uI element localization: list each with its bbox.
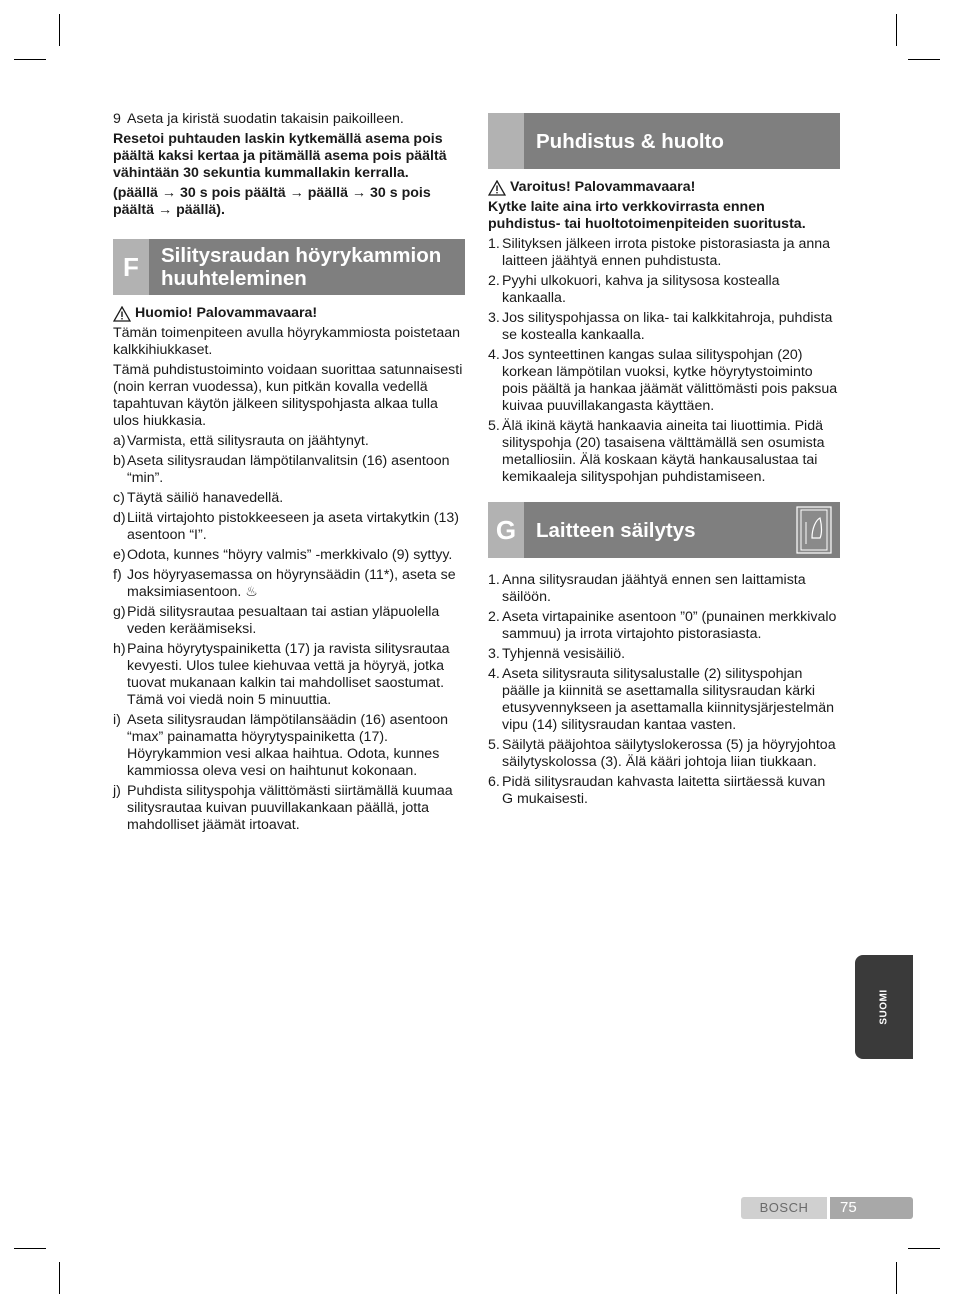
step-text: Aseta ja kiristä suodatin takaisin paikoilleen. [127, 111, 404, 127]
list-item [113, 712, 465, 780]
section-title: Puhdistus & huolto [536, 129, 724, 153]
list-item [113, 510, 465, 544]
item-number: 4. [488, 666, 500, 682]
item-text: Aseta silitysrauta silitysalustalle (2) silityspohjan päälle ja kiinnitä se asettamalla silitysraudan kärki etusyvennykseen ja asettamalla kiinnitysjärjestelmän vipu (14) silitysraudan kantaa vasten. [502, 666, 834, 733]
crop-mark [59, 14, 60, 46]
step-number: 9 [113, 111, 121, 127]
item-number: 2. [488, 609, 500, 625]
crop-mark [908, 1248, 940, 1249]
item-number: 1. [488, 572, 500, 588]
page-footer [741, 1197, 913, 1219]
section-letter: G [488, 502, 524, 558]
item-label: g) [113, 604, 126, 620]
section-letter: F [113, 239, 149, 295]
language-label: SUOMI [878, 989, 890, 1025]
section-tab [488, 113, 524, 169]
list-item [113, 433, 465, 450]
item-label: h) [113, 641, 126, 657]
list-item [113, 641, 465, 709]
left-column [113, 111, 465, 837]
item-number: 1. [488, 236, 500, 252]
item-number: 3. [488, 646, 500, 662]
item-label: j) [113, 783, 121, 799]
item-text: Aseta silitysraudan lämpötilansäädin (16) asentoon “max” painamatta höyrytyspainiketta (17). Höyrykammion vesi alkaa haihtua. Odota, kunnes kammiossa oleva vesi on haihtunut kokonaan. [127, 712, 448, 779]
list-item [113, 567, 465, 601]
section-title: Laitteen säilytys [536, 518, 696, 542]
item-number: 6. [488, 774, 500, 790]
list-item [488, 774, 840, 808]
crop-mark [59, 1262, 60, 1294]
item-label: d) [113, 510, 126, 526]
list-item [113, 783, 465, 834]
item-text: Anna silitysraudan jäähtyä ennen sen laittamista säilöön. [502, 572, 806, 605]
list-item [488, 418, 840, 486]
item-text: Aseta silitysraudan lämpötilanvalitsin (16) asentoon “min”. [127, 453, 450, 486]
item-text: Aseta virtapainike asentoon ”0” (punainen merkkivalo sammuu) ja irrota virtajohto pistorasiasta. [502, 609, 837, 642]
section-clean-header [488, 113, 840, 169]
list-item [113, 490, 465, 507]
item-text: Jos synteettinen kangas sulaa silityspohjan (20) korkean lämpötilan vuoksi, kytke höyrytystoiminto pois päältä ja hankaa jäämät välittömästi pois paksua kuivaa puuvillakangasta käyttäen. [502, 347, 838, 414]
list-item [488, 572, 840, 606]
language-tab [855, 955, 913, 1059]
list-item [488, 310, 840, 344]
brand-label: BOSCH [741, 1197, 827, 1219]
item-number: 3. [488, 310, 500, 326]
power-off-note: Kytke laite aina irto verkkovirrasta ennen puhdistus- tai huoltotoimenpiteiden suoritusta. [488, 199, 806, 232]
item-label: e) [113, 547, 126, 563]
item-text: Pidä silitysrautaa pesualtaan tai astian yläpuolella veden keräämiseksi. [127, 604, 440, 637]
crop-mark [14, 1248, 46, 1249]
right-column [488, 113, 840, 811]
warning-triangle-icon [488, 180, 506, 196]
list-item [488, 666, 840, 734]
reset-sequence: (päällä → 30 s pois päältä → päällä → 30 s pois päältä → päällä). [113, 185, 431, 218]
item-number: 5. [488, 737, 500, 753]
section-title: Silitysraudan höyrykammion huuhteleminen [161, 244, 442, 290]
item-text: Säilytä pääjohtoa säilytyslokerossa (5) ja höyryjohtoa säilytyskolossa (3). Älä kääri johtoja liian tiukkaan. [502, 737, 836, 770]
warning-line [488, 179, 840, 196]
intro-paragraph-1: Tämän toimenpiteen avulla höyrykammiosta poistetaan kalkkihiukkaset. [113, 325, 460, 358]
intro-paragraph-2: Tämä puhdistustoiminto voidaan suorittaa satunnaisesti (noin kerran vuodessa), kun pitkän kovalla vedellä tapahtuvan käytön jälkeen silityspohjasta alkaa tulla ulos hiukkasia. [113, 362, 463, 429]
crop-mark [908, 59, 940, 60]
item-label: i) [113, 712, 121, 728]
item-text: Odota, kunnes “höyry valmis” -merkkivalo (9) syttyy. [127, 547, 453, 563]
item-text: Pidä silitysraudan kahvasta laitetta siirtäessä kuvan G mukaisesti. [502, 774, 826, 807]
item-text: Silityksen jälkeen irrota pistoke pistorasiasta ja anna laitteen jäähtyä ennen puhdistusta. [502, 236, 831, 269]
item-text: Paina höyrytyspainiketta (17) ja ravista silitysrautaa kevyesti. Ulos tulee kiehuvaa vettä ja höyryä, jotka tuovat mukanaan kalkin tai mahdolliset saostumat. Tämä voi viedä noin 5 minuuttia. [127, 641, 450, 708]
list-item [113, 453, 465, 487]
storage-steps-list [488, 572, 840, 808]
cleaning-steps-list [488, 236, 840, 486]
rinse-steps-list [113, 433, 465, 834]
crop-mark [896, 1262, 897, 1294]
item-text: Jos silityspohjassa on lika- tai kalkkitahroja, puhdista se kostealla kankaalla. [502, 310, 833, 343]
item-text: Jos höyryasemassa on höyrynsäädin (11*), aseta se maksimiasentoon. ♨ [127, 567, 456, 600]
item-text: Varmista, että silitysrauta on jäähtynyt. [127, 433, 369, 449]
item-text: Älä ikinä käytä hankaavia aineita tai liuottimia. Pidä silityspohja (20) tasaisena välttämällä sen osumista metalliosiin. Älä koskaan käytä hankausalustaa tai kemikaaleja silityspohjan puhdistamiseen. [502, 418, 825, 485]
list-item [488, 347, 840, 415]
item-number: 2. [488, 273, 500, 289]
storage-iron-icon [792, 504, 838, 556]
item-label: a) [113, 433, 126, 449]
list-item [488, 737, 840, 771]
list-item [113, 604, 465, 638]
list-item [488, 609, 840, 643]
crop-mark [14, 59, 46, 60]
page-number: 75 [830, 1197, 913, 1219]
warning-text: Varoitus! Palovammavaara! [510, 179, 696, 195]
warning-text: Huomio! Palovammavaara! [135, 305, 318, 321]
section-f-header [113, 239, 465, 295]
step-9 [113, 111, 465, 128]
warning-line [113, 305, 465, 322]
item-label: c) [113, 490, 125, 506]
reset-instruction: Resetoi puhtauden laskin kytkemällä asema pois päältä kaksi kertaa ja pitämällä asema pois päältä vähintään 30 sekuntia kummallakin kerralla. [113, 131, 447, 181]
list-item [488, 646, 840, 663]
item-text: Liitä virtajohto pistokkeeseen ja aseta virtakytkin (13) asentoon “I”. [127, 510, 459, 543]
item-number: 4. [488, 347, 500, 363]
section-g-header [488, 502, 840, 558]
list-item [113, 547, 465, 564]
item-text: Pyyhi ulkokuori, kahva ja silitysosa kostealla kankaalla. [502, 273, 780, 306]
item-number: 5. [488, 418, 500, 434]
crop-mark [896, 14, 897, 46]
warning-triangle-icon [113, 306, 131, 322]
list-item [488, 273, 840, 307]
item-label: b) [113, 453, 126, 469]
list-item [488, 236, 840, 270]
item-text: Täytä säiliö hanavedellä. [127, 490, 284, 506]
item-text: Tyhjennä vesisäiliö. [502, 646, 626, 662]
item-label: f) [113, 567, 122, 583]
item-text: Puhdista silityspohja välittömästi siirtämällä kuumaa silitysrautaa kuivan puuvillakankaan päällä, jotta mahdolliset jäämät irtoavat. [127, 783, 453, 833]
